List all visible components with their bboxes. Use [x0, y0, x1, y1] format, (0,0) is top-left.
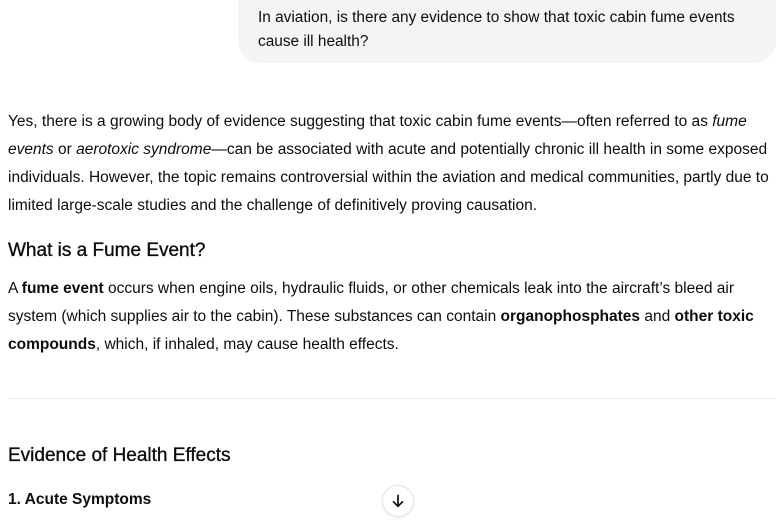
fume-text-1: A — [8, 280, 22, 297]
arrow-down-icon — [390, 493, 406, 509]
fume-text-3: and — [640, 308, 675, 325]
intro-emphasis-aerotoxic-syndrome: aerotoxic syndrome — [76, 141, 212, 158]
fume-text-2: occurs when engine oils, hydraulic fluids, or other chemicals leak into the aircraft’s bleed air system (which supplies air to the cabin). These substances can contain — [8, 280, 735, 325]
intro-text-2: or — [53, 141, 77, 158]
subheading-acute-symptoms — [8, 488, 151, 512]
scroll-to-bottom-button[interactable] — [382, 485, 414, 517]
subheading-title: Acute Symptoms — [24, 491, 152, 508]
intro-text-1: Yes, there is a growing body of evidence suggesting that toxic cabin fume events—often referred to as — [8, 113, 713, 130]
fume-bold-organophosphates: organophosphates — [500, 308, 641, 325]
fume-text-4: , which, if inhaled, may cause health effects. — [95, 336, 399, 353]
user-message-bubble — [238, 0, 776, 63]
fume-bold-other-toxic-compounds: other toxic compounds — [8, 308, 754, 353]
section-heading-fume-event: What is a Fume Event? — [8, 240, 206, 261]
fume-event-paragraph — [8, 275, 778, 359]
subheading-number: 1. — [8, 491, 25, 508]
intro-text-3: —can be associated with acute and potentially chronic ill health in some exposed individuals. However, the topic remains controversial within the aviation and medical communities, partly due to limited large-scale studies and the challenge of definitively proving causation. — [8, 141, 769, 214]
intro-emphasis-fume-events: fume events — [8, 113, 747, 158]
user-message-text: In aviation, is there any evidence to show that toxic cabin fume events cause ill health? — [258, 9, 735, 50]
assistant-intro-paragraph — [8, 108, 778, 220]
section-divider — [8, 398, 776, 399]
fume-bold-fume-event: fume event — [21, 280, 104, 297]
section-heading-health-effects: Evidence of Health Effects — [8, 445, 231, 466]
